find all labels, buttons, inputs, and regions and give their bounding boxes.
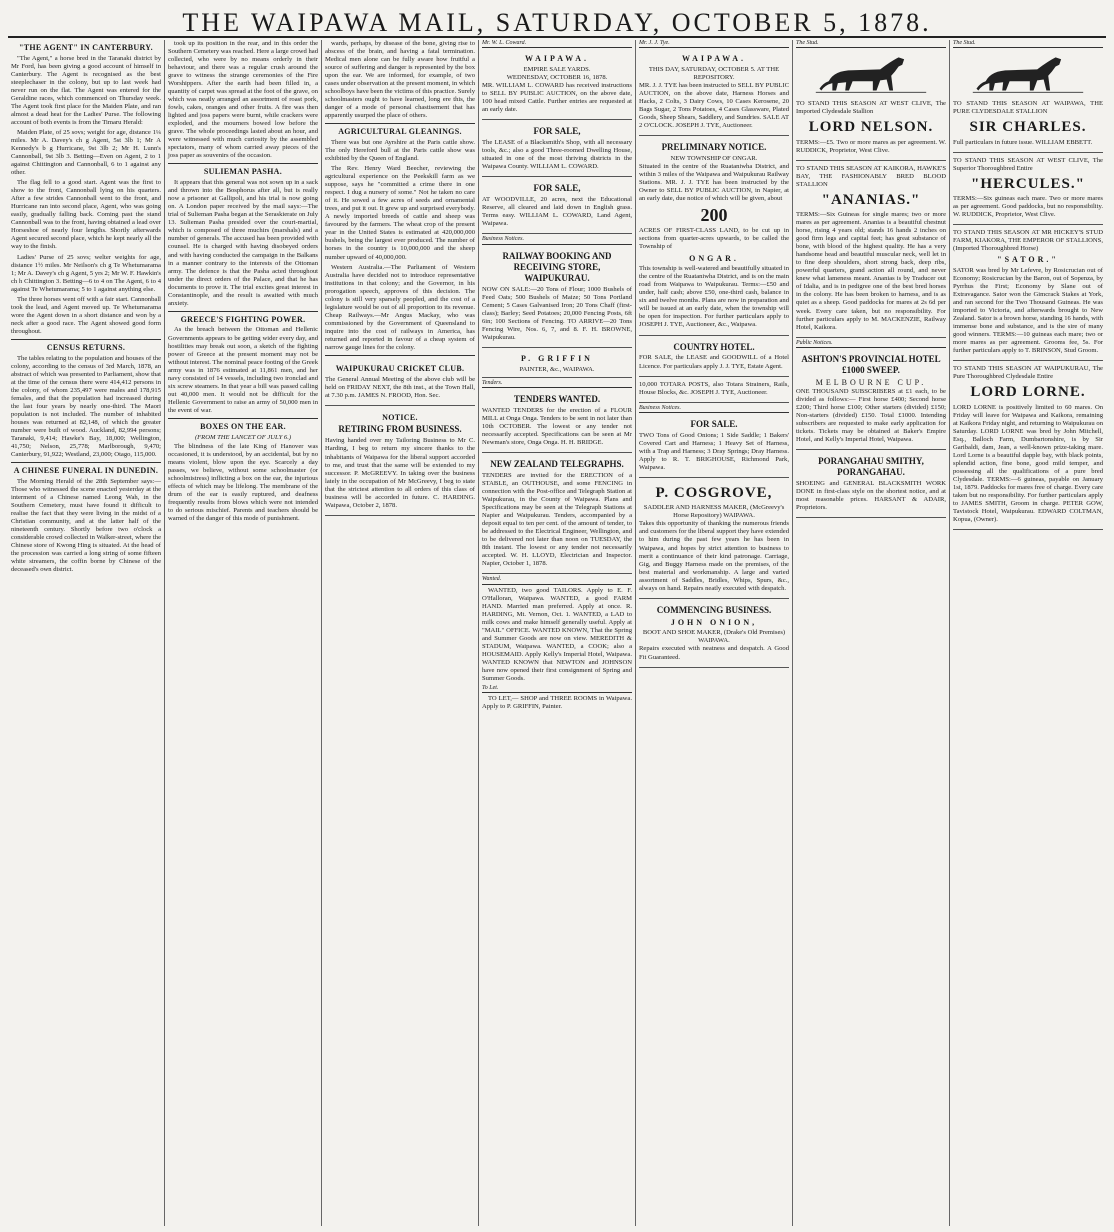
ad-heading: PRELIMINARY NOTICE. [661, 142, 767, 153]
ad-subheading: SADDLER AND HARNESS MAKER, (McGreevy's Horse Repository) WAIPAWA. [643, 504, 785, 520]
ad-subheading: NEW TOWNSHIP OF ONGAR. [670, 155, 758, 163]
advertisement [953, 363, 1103, 530]
ad-heading: RAILWAY BOOKING AND RECEIVING STORE, WAIPUKURAU. [502, 250, 612, 283]
column-2 [165, 40, 322, 1226]
advertisement [482, 122, 632, 177]
divider [168, 311, 318, 312]
ad-heading: WAIPAWA. [681, 54, 747, 64]
ad-text: Takes this opportunity of thanking the numerous friends and customers for the liberal support they have extended to him during the past few years he has been in Waipawa, and hopes by strict attention to business to merit a continuance of their kind patronage. Carriage, Gig, and Buggy Harness made on the premises, of the best material and workmanship. A large and varied assortment of Saddles, Bridles, Whips, Spurs, &c., always on hand. Repairs neatly executed with despatch. [639, 520, 789, 592]
ad-title: WAIPUKURAU CRICKET CLUB. [335, 363, 465, 373]
advertisement [953, 227, 1103, 361]
advertisement [796, 163, 946, 338]
section-header: Wanted. [482, 576, 632, 584]
ad-heading: ASHTON'S PROVINCIAL HOTEL £1000 SWEEP. [801, 353, 941, 375]
ad-text: TO LET,— SHOP and THREE ROOMS in Waipawa. Apply to P. GRIFFIN, Painter. [482, 695, 632, 711]
ad-text: WANTED TENDERS for the erection of a FLOUR MILL at Onga Onga. Tenders to be sent in not later than 10th OCTOBER. The lowest or any tender not necessarily accepted. Specifications can be seen at Mr Newman's store, Onga Onga. H. H. BRIDGE. [482, 406, 632, 447]
ad-subheading: THIS DAY, SATURDAY, OCTOBER 5. AT THE REPOSITORY. [648, 66, 780, 82]
columns [8, 40, 1106, 1226]
ad-text: TERMS:—Six Guineas for single mares; two or more mares as per agreement. Ananias is a beautiful chestnut horse, rising 4 years old; stands 16 hands 2 inches on good firm legs and capital feet; has great substance of bone, with blood of the highest quality. He has a very handsome head and beautiful muscular neck, well let in to fine deep shoulders, short strong back, deep ribs, powerful quarters, grand action all round, and never knew what lameness meant. Ananias is by Traducer out of Idalia, and is in pedigree one of the best bred horses in the colony. He has been broken to harness, and is as quiet as a sheep. Good paddocks for mares at 2s 6d per week. Every care taken, but no responsibility. For further particulars apply to M. MACKENZIE, Railway Hotel, Kaikora. [796, 211, 946, 331]
article-title: "THE AGENT" IN CANTERBURY. [19, 43, 153, 52]
ad-text: SATOR was bred by Mr Lefevre, by Rosicrucian out of Economy; Rosicrucian by the Baron, out of Sopenza, by Pyrrhus the First; Economy by Slane out of Extravagance. Sator won the Gimcrack Stakes at York, and ran second for the Two Thousand Guineas. He was imported to Victoria, and afterwards brought to New Zealand. Sator is a brown horse, standing 16 hands, with immense bone and substance, and is the sire of many good winners. TERMS:—10 guineas each mare; two or more mares as per agreement. Grooms fee, 5s. For further particulars apply to T. BRINSON, Stud Groom. [953, 267, 1103, 355]
ad-text: ACRES OF FIRST-CLASS LAND, to be cut up in sections from quarter-acres upwards, to be called the Township of [639, 227, 789, 251]
ad-heading: NEW ZEALAND TELEGRAPHS. [490, 459, 624, 470]
advertisement [639, 138, 789, 335]
advertisement [325, 408, 475, 516]
paragraph: As the breach between the Ottoman and Hellenic Governments appears to be getting wider every day, and hostilities may break out soon, a sketch of the fighting power of Greece at the present moment may not be without interest. The nominal peace footing of the Greek army was in 1876 estimated at 11,861 men, and her navy consisted of 14 vessels, including two ironclad and six screw steamers. In that year a bill was passed calling out 40,000 men. It would not be difficult for the Hellenic Government to raise an army of 50,000 men in the event of war. [168, 326, 318, 414]
ad-text: AT WOODVILLE, 20 acres, next the Educational Reserve, all cleared and laid down in English grass. Terms easy. WILLIAM L. COWARD, Land Agent, Waipawa. [482, 196, 632, 228]
ad-text: TWO Tons of Good Onions; 1 Side Saddle; 1 Bakers' Covered Cart and Harness; 1 Heavy Set of Harness, with a Trap and Harness; 3 Dray Springs; Dray Harness. Apply to R. T. BRIGHOUSE, Richmond Park, Waipawa. [639, 431, 789, 472]
section-header: Public Notices. [796, 340, 946, 348]
column-5 [636, 40, 793, 1226]
section-header: Mr. J. J. Tye. [639, 40, 789, 48]
divider [168, 163, 318, 164]
stallion-name: "SATOR." [997, 255, 1059, 265]
horse-icon [808, 50, 934, 96]
ad-text: TERMS:—Six guineas each mare. Two or more mares as per agreement. Good paddocks, but no responsibility. W. RUDDICK, Proprietor, West Clive. [953, 195, 1103, 219]
divider [168, 418, 318, 419]
advertisement [639, 379, 789, 403]
advertisement [639, 50, 789, 136]
ad-text: FOR SALE, the LEASE and GOODWILL of a Hotel Licence. For particulars apply J. J. TYE, Estate Agent. [639, 354, 789, 370]
ad-subheading: MELBOURNE CUP. [815, 377, 927, 387]
advertisement [482, 247, 632, 348]
ad-text: 10,000 TOTARA POSTS, also Totara Strainers, Rails, House Blocks, &c. JOSEPH J. TYE, Auctioneer. [639, 380, 789, 396]
advertisement [482, 350, 632, 378]
masthead: THE WAIPAWA MAIL, SATURDAY, OCTOBER 5, 1878. [8, 6, 1106, 38]
advertisement [639, 338, 789, 377]
ad-heading: WAIPAWA. [524, 54, 590, 64]
ad-subheading: EMPIRE SALE YARDS. [523, 66, 591, 74]
ad-text: SHOEING and GENERAL BLACKSMITH WORK DONE in first-class style on the shortest notice, and at most reasonable prices. HARSANT & ADAIR, Proprietors. [796, 479, 946, 511]
ad-text: MR. J. J. TYE has been instructed to SELL BY PUBLIC AUCTION, on the above date, Harness Horses and Hacks, 2 Colts, 3 Dairy Cows, 10 Cases Kerosene, 20 Bags Sugar, 2 Tons Potatoes, 4 Cases Glassware, Plated Goods, Sheep Shears, Saddlery, and Sundries. SALE AT 2 O'CLOCK. JOSEPH J. TYE, Auctioneer. [639, 82, 789, 130]
advertisement [482, 50, 632, 120]
ad-text: Repairs executed with neatness and despatch. A Good Fit Guaranteed. [639, 645, 789, 661]
advertisement [953, 155, 1103, 225]
ad-text: The LEASE of a Blacksmith's Shop, with all necessary tools, &c.; also a good Three-roomed Dwelling House, situated in one of the most thriving districts in the Waipawa County. WILLIAM L. COWARD. [482, 139, 632, 171]
ad-heading: JOHN ONION, [670, 617, 758, 627]
ad-text: LORD LORNE is positively limited to 60 mares. On Friday will leave for Waipawa and Kaikora, remaining at Kaikora Friday night, and returning to Waipukurau on Saturday. LORD LORNE was bred by John Mitchell, Esq., Balloch Farm, Dumbartonshire, is by Sir Garibaldi, dam, Jean, a well-known prize-taking mare. Lord Lorne is a beautiful dapple bay, with black points, splendid action, fine bone, good mild temper, and possessing all the qualifications of a pure bred Clydesdale. TERMS:—6 guineas, payable on January 1st, 1879. Paddocks for mares free of charge. Every care taken but no responsibility. For further particulars apply to JAMES SMITH, Groom in charge. PETER GOW, Tavistock Hotel, Waipukurau. EDWARD COLTMAN, Kopua, (Owner). [953, 403, 1103, 524]
advertisement [482, 390, 632, 453]
ad-text: This township is well-watered and beautifully situated in the centre of the Ruataniwha District, and is on the main road from Waipawa to Waipukurau. Terms:—£50 and under, half cash; above £50, one-third cash, balance in six and twelve months. Plans are now in preparation and will be issued at an early date, when the township will be open for inspection. For further particulars apply to JOSEPH J. TYE, Auctioneer, &c., Waipawa. [639, 265, 789, 329]
ad-text: Full particulars in future issue. WILLIAM EBBETT. [953, 138, 1093, 146]
article-title: A CHINESE FUNERAL IN DUNEDIN. [13, 465, 159, 475]
article-title: AGRICULTURAL GLEANINGS. [338, 127, 462, 137]
ad-text: Situated in the centre of the Ruataniwha District, and within 3 miles of the Waipawa and Waipukurau Railway Stations. MR. J. J. TYE has been instructed by the Owner to SELL BY PUBLIC AUCTION, in Napier, at an early date, due notice of which will be given, about [639, 163, 789, 203]
stallion-name: LORD LORNE. [970, 384, 1086, 401]
paragraph: The flag fell to a good start. Agent was the first to show to the front, Cannonball lying on his quarters. After a few strides Cannonball went to the front, and Hurricane ran into second place, Agent, who was going easily, gradually falling back. Coming past the stand Cannonball was to the front, having obtained a lead over Horseshoe of nearly four lengths. Shortly afterwards Agent secured second place, which he kept nearly all the way to the finish. [11, 179, 161, 251]
column-3 [322, 40, 479, 1226]
article-title: SULIEMAN PASHA. [203, 167, 283, 177]
stallion-name: SIR CHARLES. [969, 119, 1087, 136]
ad-text: TO STAND THIS SEASON AT WEST CLIVE, The Imported Clydesdale Stallion [796, 100, 946, 116]
ad-heading: ONGAR. [689, 253, 739, 263]
section-header: The Stud. [796, 40, 946, 48]
column-6 [793, 40, 950, 1226]
ad-text: Having handed over my Tailoring Business to Mr C. Harding, I beg to return my sincere thanks to the inhabitants of Waipawa for the liberal support accorded to me, and trust that the same will be extended to my successor. P. McGREEVY. In taking over the business lately in the occupation of Mr McGreevy, I beg to state that the strictest attention to all orders of this class of business will be accorded in future. C. HARDING. Waipawa, October 2, 1878. [325, 437, 475, 509]
article-title: GREECE'S FIGHTING POWER. [180, 314, 306, 324]
paragraph: The Rev. Henry Ward Beecher, reviewing the agricultural experience on the Peekskill farm as we suppose, says he "committed a crime there in one respect. I dug a nursery of some." Not he taken no care of it. He sowed a few acres of seeds and ornamental trees, and put it out. It grew up and surprised everybody. A newly imported breeds of cattle and sheep was favoured by the farmers. The wheat crop of the present year in the United States is estimated at 420,000,000 bushels, being the largest ever produced. The number of horses in the country is 10,000,000 and the sheep number upward of 40,000,000. [325, 165, 475, 261]
paragraph: The blindness of the late King of Hanover was occasioned, it is understood, by an accidental, but by no means violent, blow upon the eye. Scarcely a day passes, we believe, without some schoolmaster (or schoolmistress) inflicting a box on the ear, the injurious effects of which may be lifelong. The membrane of the drum of the ear is easily ruptured, and deafness frequently results from blows which were not intended to do serious mischief. Parents and teachers should be warned of the danger of this mode of punishment. [168, 442, 318, 522]
paragraph: Maiden Plate, of 25 sovs; weight for age, distance 1¼ miles. Mr A. Davey's ch g Agent, 5st 3lb 1; Mr A Kennedy's b g Hurricane, 9st 3lb 2; Mr H. Lunn's Cannonball, 9st 3lb 3. Betting—Even on Agent, 2 to 1 against Chittington and Cannonball, 6 to 1 against any other. [11, 129, 161, 177]
column-7 [950, 40, 1106, 1226]
advertisement [639, 480, 789, 599]
section-header: Business Notices. [482, 236, 632, 244]
ad-heading: COMMENCING BUSINESS. [656, 604, 772, 615]
ad-text: TENDERS are invited for the ERECTION of a STABLE, an OUTHOUSE, and some FENCING in connection with the Post-office and Telegraph Station at Waipukurau, in the County of Waipawa. Plans and Specifications may be seen at the Telegraph Stations at Napier and Waipukurau. Tenders, accompanied by a deposit equal to ten per cent. of the amount of tender, to be addressed to the Electrical Engineer, Wellington, and to be delivered not later than noon on TUESDAY, the 8th instant. The lowest or any tender not necessarily accepted. W. H. LLOYD, Electrician and Inspector. Napier, October 1, 1878. [482, 472, 632, 568]
ad-text: The General Annual Meeting of the above club will be held on FRIDAY NEXT, the 8th inst., at the Town Hall, at 7.30 p.m. JAMES N. FROOD, Hon. Sec. [325, 375, 475, 399]
section-header: Tenders. [482, 380, 632, 388]
ad-heading: TENDERS WANTED. [513, 393, 601, 404]
ad-text: MR. WILLIAM L. COWARD has received instructions to SELL BY PUBLIC AUCTION, on the above date, 100 head mixed Cattle. Further entries are requested at an early date. [482, 82, 632, 114]
paragraph: It appears that this general was not sown up in a sack and thrown into the Bosphorus after all, but is really now a prisoner at Gallipoli, and his trial is now going on. A London paper received by the mail says:—The trial of Sulieman Pasha began at the Seraskierate on July 13. Sulieman Pasha presided over the court-martial, which is composed of three muchirs (marshals) and a number of generals. The accused has been provided with counsel. He is charged with having disobeyed orders and with having conducted the campaign in the Balkans in a manner contrary to the interests of the Ottoman army. The defence is that the Pasha acted throughout under the direct orders of the Palace, and that he has documents to prove it. The trial excites great interest in Constantinople, and the result is awaited with much anxiety. [168, 179, 318, 307]
article-title: BOXES ON THE EAR. [200, 421, 286, 431]
paragraph: wards, perhaps, by disease of the bone, giving rise to abscess of the brain, and having a fatal termination. Medical men alone can be fully aware how fruitful a source of suffering and danger is represented by the box upon the ear. We are informed, for example, of two cases under observation at the present moment, in which schoolboys have been the victims of this practice. Surely schoolmasters ought to have learned, long ere this, the danger of a mode of personal chastisement that has apparently usurped the place of others. [325, 40, 475, 120]
ad-heading: COUNTRY HOTEL. [673, 341, 755, 352]
ad-heading: FOR SALE, [533, 126, 581, 137]
column-4 [479, 40, 636, 1226]
paragraph: The three horses went off with a fair start. Cannonball took the lead, and Agent moved up. Te Whetumarama wore the Agent down in a short distance and won by a neck after a good race. The Agent showed good form throughout. [11, 295, 161, 335]
advertisement [953, 98, 1103, 152]
horse-icon [965, 50, 1091, 96]
ad-text: TO STAND THIS SEASON AT WAIPAWA, THE PURE CLYDESDALE STALLION [953, 100, 1103, 116]
divider [325, 123, 475, 124]
ad-heading: FOR SALE, [533, 183, 581, 194]
section-header: Mr. W. L. Coward. [482, 40, 632, 48]
advertisement [482, 179, 632, 234]
paragraph: There was but one Ayrshire at the Paris cattle show. The only Hereford bull at the Paris cattle show was exhibited by the Queen of England. [325, 139, 475, 163]
ad-text: TO STAND THIS SEASON AT WAIPUKURAU, The Pure Thoroughbred Clydesdale Entire [953, 365, 1103, 381]
ad-acreage: 200 [700, 205, 728, 226]
ad-text: WANTED, two good TAILORS. Apply to E. F. O'Halloran, Waipawa. WANTED, a good FARM HAND. Married man preferred. Apply at once. R. HARDING, Mt. Vernon, Oct. 1. WANTED, a LAD to milk cows and make himself generally useful. Apply at "MAIL" OFFICE. WANTED KNOWN, That the Spring and Summer Goods are now on view. MEREDITH & STADUM, Waipawa. WANTED, a COOK; also a HOUSEMAID. Apply Kelly's Imperial Hotel, Waipawa. WANTED KNOWN that NEWTON and JOHNSON have now opened their first consignment of Spring and Summer Goods. [482, 586, 632, 683]
ad-heading: P. COSGROVE, [655, 485, 773, 502]
section-header: The Stud. [953, 40, 1103, 48]
advertisement [796, 98, 946, 160]
article-title: CENSUS RETURNS. [46, 342, 126, 352]
divider [11, 339, 161, 340]
paragraph: The Morning Herald of the 28th September says:—Those who witnessed the scene enacted yesterday at the interment of a Chinese named Leong Wah, in the Southern Cemetery, must have found it difficult to realise the fact that they were living in the midst of a Christian community, and at the latter half of the nineteenth century. Shortly before two o'clock a considerable crowd collected in Walker-street, where the Chinese store of Kwong Hing is situated. At the head of the procession was carried a long string of some fifteen white streamers, the coffin borne by Chinese of the deceased's own district. [11, 477, 161, 574]
column-1 [8, 40, 165, 1226]
ad-title: NOTICE. [382, 412, 418, 422]
divider [325, 355, 475, 356]
ad-text: NOW ON SALE:—20 Tons of Flour; 1000 Bushels of Feed Oats; 500 Bushels of Maize; 50 Tons Portland Cement; 5 Cases Galvanised Iron; 20 Tons Chaff (first-class); Barley; Seed Potatoes; 20,000 Fencing Posts, 6ft 6in; 100 Sections of Fencing. TO ARRIVE—20 Tons Fencing Wire, Nos. 6, 7, and 8. F. H. BROWNE, Waipukurau. [482, 285, 632, 341]
ad-text: TO STAND THIS SEASON AT KAIKORA, HAWKE'S BAY, THE FASHIONABLY BRED BLOOD STALLION [796, 164, 946, 188]
stallion-name: "HERCULES." [971, 175, 1085, 192]
ad-subheading: PAINTER, &c., WAIPAWA. [519, 365, 595, 373]
ad-text: TO STAND THIS SEASON AT MR HICKEY'S STUD FARM, KIAKORA, THE EMPEROR OF STALLIONS, (Imported Thoroughbred Horse) [953, 229, 1103, 253]
ad-heading: PORANGAHAU SMITHY, PORANGAHAU. [818, 455, 924, 477]
divider [11, 462, 161, 463]
paragraph: The tables relating to the population and houses of the colony, according to the census of 3rd March, 1878, an abstract of which was presented to Parliament, show that at the time of the census there were 414,412 persons in the colony, of whom 235,497 were males and 178,915 females, and that the population had increased during the last four years by nearly one-third. The Maori population is not included. The number of inhabited houses was returned at 82,148, of which the greater number were built of wood. Auckland, 82,994 persons; Taranaki, 9,414; Hawke's Bay, 18,000; Wellington, 41,750; Nelson, 25,778; Marlborough, 9,470; Canterbury, 91,922; Westland, 23,000; Otago, 115,000. [11, 354, 161, 458]
advertisement [796, 350, 946, 450]
ad-text: TO STAND THIS SEASON AT WEST CLIVE, The Superior Thoroughbred Entire [953, 156, 1103, 172]
section-header: Business Notices. [639, 405, 789, 413]
advertisement [325, 359, 475, 406]
stallion-name: LORD NELSON. [808, 119, 934, 136]
ad-text: TERMS:—£5. Two or more mares as per agreement. W. RUDDICK, Proprietor, West Clive. [796, 138, 946, 154]
ad-subheading: BOOT AND SHOE MAKER, (Drake's Old Premises) WAIPAWA. [642, 629, 786, 645]
advertisement [482, 455, 632, 574]
paragraph: took up its position in the rear, and in this order the Southern Cemetery was reached. Here a large crowd had collected, who were by no means orderly in their behaviour, and there was a regular crush around the grave to witness the strange ceremonies of the Fire Worshippers. After the earth had been filled in, a quantity of carpet was spread at the foot of the grave, on which was neatly arranged an assortment of roast pork, fowls, cakes, oranges and other fruits. A fire was then lighted and joss papers were burnt, while crackers were exploded, and the mourners bowed low before the grave. The whole proceedings lasted about an hour, and were witnessed with much curiosity by the assembled spectators, many of whom carried away pieces of the joss paper as souvenirs of the occasion. [168, 40, 318, 160]
advertisement [639, 601, 789, 668]
article-subtitle: (FROM THE LANCET OF JULY 6.) [194, 433, 292, 441]
advertisement [639, 415, 789, 478]
paragraph: Ladies' Purse of 25 sovs; welter weights for age, distance 1½ miles. Mr Neilson's ch g Te Whetumarama 1; Mr A. Davey's ch g Agent, 5 yrs 2; Mr W. F. Hawkin's ch h Chittington 3. Betting—6 to 4 on The Agent, 6 to 4 against Te Whetumarama; 5 to 1 against anything else. [11, 253, 161, 293]
ad-heading: FOR SALE. [690, 418, 738, 429]
paragraph: "The Agent," a horse bred in the Taranaki district by Mr Ford, has been giving a good account of himself in Canterbury. The Agent is recognised as the best steeplechaser in the colony, but up to last week had never run on the flat. The Agent was entered for the Geraldine races, which commenced on Thursday week. The Agent took first place for the Maiden Plate, and ran almost a dead heat for the Ladies' Purse. The following account of both events is from the Timaru Herald: [11, 54, 161, 126]
stallion-name: "ANANIAS." [821, 191, 921, 208]
ad-heading: P. GRIFFIN [521, 353, 593, 363]
ad-text: ONE THOUSAND SUBSCRIBERS at £1 each, to be divided as follows:— First horse £400; Second horse £200; Third horse £100; Other starters (divided) £150; Non-starters (divided) £150. Total £1000. Intending subscribers are requested to make early application for tickets. Tickets may be obtained at Baker's Empire Hotel, and Kelly's Imperial Hotel, Waipawa. [796, 387, 946, 443]
advertisement [796, 452, 946, 518]
paragraph: Western Australia.—The Parliament of Western Australia have decided not to introduce representative institutions in that colony; and the Governor, in his prorogation speech, approves of this decision. The colony is still very sparsely peopled, and the cost of a legislature would be out of all proportion to its revenue. Cheap Railways.—Mr Angus Mackay, who was commissioned by the Government of Queensland to inquire into the cost of railways in America, has returned and reported in favour of a cheap system of narrow gauge lines for the colony. [325, 263, 475, 351]
ad-date: WEDNESDAY, OCTOBER 16, 1878. [506, 74, 608, 82]
section-header: To Let. [482, 685, 632, 693]
ad-heading: RETIRING FROM BUSINESS. [338, 424, 462, 435]
